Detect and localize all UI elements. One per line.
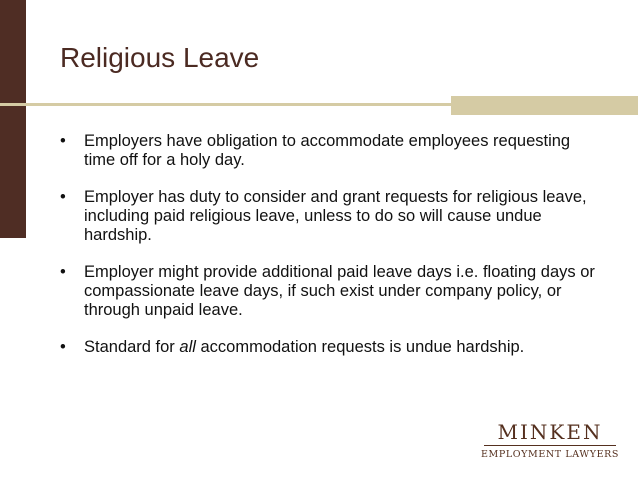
logo-subtitle: EMPLOYMENT LAWYERS bbox=[481, 449, 619, 460]
title-divider-line bbox=[0, 103, 453, 106]
logo-divider bbox=[484, 445, 616, 446]
bullet-item bbox=[60, 132, 600, 170]
bullet-text-end: accommodation requests is undue hardship. bbox=[195, 338, 525, 356]
left-accent-bar bbox=[0, 0, 26, 238]
bullet-text: Employer might provide additional paid leave days i.e. floating days or compassionate leave days, if such exist under company policy, or through unpaid leave. bbox=[84, 263, 595, 319]
bullet-text-emphasis: all bbox=[179, 338, 196, 356]
logo-name: MINKEN bbox=[497, 420, 603, 444]
bullet-item bbox=[60, 338, 600, 357]
company-logo bbox=[480, 420, 620, 464]
slide-title: Religious Leave bbox=[60, 42, 260, 73]
bullet-marker: • bbox=[60, 338, 66, 356]
bullet-marker: • bbox=[60, 188, 66, 206]
bullet-marker: • bbox=[60, 263, 66, 281]
bullet-marker: • bbox=[60, 132, 66, 150]
bullet-item bbox=[60, 188, 600, 245]
bullet-text: Employer has duty to consider and grant requests for religious leave, including paid religious leave, unless to do so will cause undue hardship. bbox=[84, 188, 587, 244]
title-divider-block bbox=[451, 96, 638, 115]
bullet-text-start: Standard for bbox=[84, 338, 180, 356]
bullet-text bbox=[84, 338, 524, 356]
bullet-text: Employers have obligation to accommodate employees requesting time off for a holy day. bbox=[84, 132, 571, 169]
bullet-item bbox=[60, 263, 600, 320]
bullet-list bbox=[60, 132, 600, 375]
